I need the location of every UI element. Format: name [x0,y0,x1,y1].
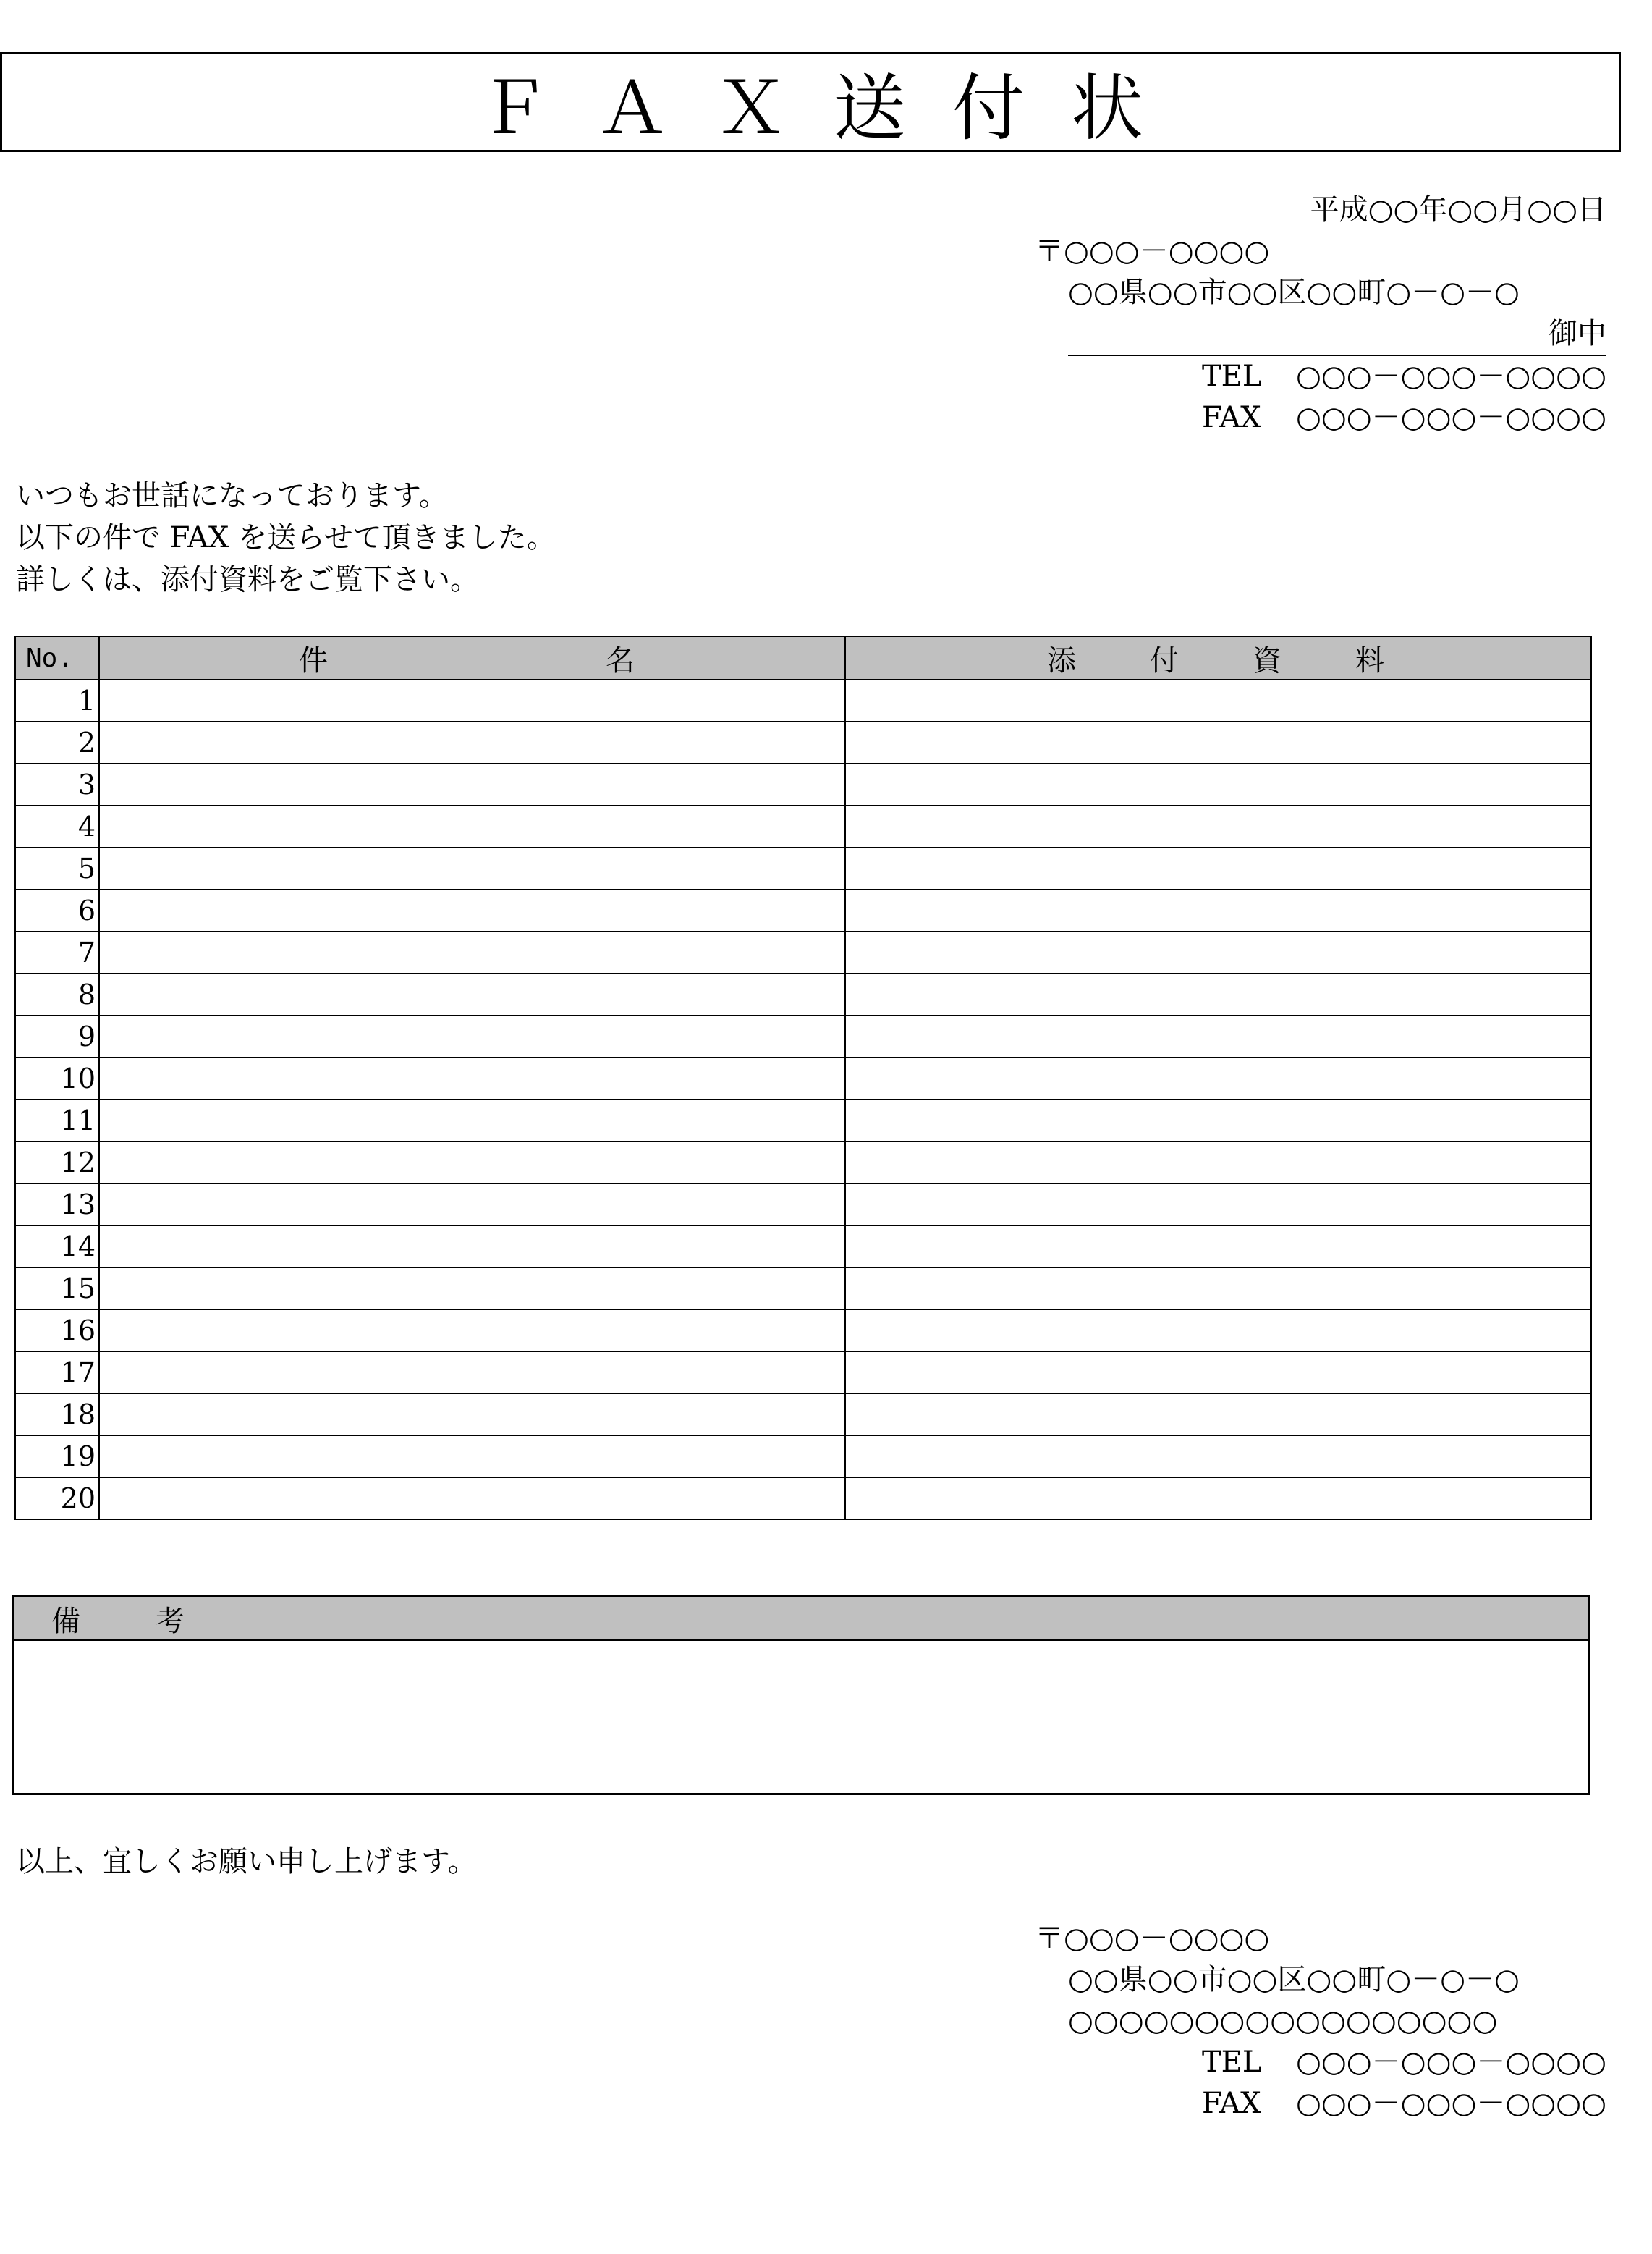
table-row [15,974,1591,1016]
table-row [15,1225,1591,1267]
table-row [15,1058,1591,1099]
table-row [15,764,1591,806]
attachment-cell[interactable] [845,1016,1591,1058]
header-no: No. [15,636,99,680]
greeting-line: いつもお世話になっております。 [16,479,448,512]
row-number: 15 [15,1267,99,1309]
attachment-cell[interactable] [845,764,1591,806]
row-number: 5 [15,848,99,890]
sender-tel-row [1035,2042,1606,2083]
attachment-cell[interactable] [845,1477,1591,1519]
table-row [15,1309,1591,1351]
remarks-header [14,1597,1588,1641]
table-row [15,1393,1591,1435]
document-title: ＦＡＸ送付状 [478,66,1190,151]
subject-cell[interactable] [99,1477,845,1519]
sender-block [1035,1918,1606,2124]
remarks-content-area[interactable] [14,1641,1588,1793]
attachment-cell[interactable] [845,1183,1591,1225]
table-row [15,1435,1591,1477]
recipient-tel-label: TEL [1201,360,1262,393]
attachment-cell[interactable] [845,1141,1591,1183]
remarks-box [12,1595,1590,1795]
row-number: 7 [15,932,99,974]
row-number: 8 [15,974,99,1016]
header-attachment-char: 資 [1253,643,1282,678]
attachment-cell[interactable] [845,1435,1591,1477]
attachment-cell[interactable] [845,680,1591,722]
subject-cell[interactable] [99,1225,845,1267]
sender-fax-row [1035,2083,1606,2124]
subject-cell[interactable] [99,1309,845,1351]
table-header-row [15,636,1591,680]
sender-name: ○○○○○○○○○○○○○○○○○ [1068,2004,1498,2038]
subject-cell[interactable] [99,680,845,722]
recipient-tel-row [1035,356,1606,397]
table-row [15,1099,1591,1141]
subject-cell[interactable] [99,1435,845,1477]
table-row [15,806,1591,848]
header-attachment-char: 添 [1047,643,1076,678]
row-number: 1 [15,680,99,722]
subject-cell[interactable] [99,1099,845,1141]
table-row [15,932,1591,974]
row-number: 16 [15,1309,99,1351]
recipient-fax-row [1035,397,1606,439]
sender-postal-code: 〒○○○－○○○○ [1035,1922,1270,1955]
greeting-text [16,475,556,601]
table-row [15,890,1591,932]
recipient-honorific: 御中 [1068,313,1606,356]
subject-cell[interactable] [99,848,845,890]
subject-cell[interactable] [99,932,845,974]
header-subject [99,636,845,680]
attachment-cell[interactable] [845,1225,1591,1267]
sender-tel-number: ○○○－○○○－○○○○ [1295,2046,1606,2079]
greeting-line: 詳しくは、添付資料をご覧下さい。 [16,563,479,596]
attachment-cell[interactable] [845,1267,1591,1309]
document-list-table [14,636,1592,1520]
attachment-cell[interactable] [845,1099,1591,1141]
row-number: 3 [15,764,99,806]
sender-fax-label: FAX [1201,2087,1261,2120]
attachment-cell[interactable] [845,722,1591,764]
table-body [15,680,1591,1519]
header-subject-char: 件 [299,643,328,678]
row-number: 17 [15,1351,99,1393]
recipient-tel-number: ○○○－○○○－○○○○ [1295,360,1606,393]
row-number: 4 [15,806,99,848]
attachment-cell[interactable] [845,932,1591,974]
header-attachment-char: 付 [1150,643,1179,678]
recipient-fax-number: ○○○－○○○－○○○○ [1295,401,1606,434]
header-attachment [845,636,1591,680]
subject-cell[interactable] [99,1058,845,1099]
table-row [15,1267,1591,1309]
attachment-cell[interactable] [845,890,1591,932]
row-number: 20 [15,1477,99,1519]
table-row [15,1477,1591,1519]
subject-cell[interactable] [99,1351,845,1393]
subject-cell[interactable] [99,1183,845,1225]
attachment-cell[interactable] [845,806,1591,848]
row-number: 2 [15,722,99,764]
recipient-block [1035,190,1606,439]
subject-cell[interactable] [99,806,845,848]
table-row [15,680,1591,722]
table-row [15,848,1591,890]
table-row [15,1141,1591,1183]
attachment-cell[interactable] [845,1309,1591,1351]
attachment-cell[interactable] [845,1058,1591,1099]
send-date: 平成○○年○○月○○日 [1310,193,1606,227]
table-row [15,1016,1591,1058]
recipient-postal-code: 〒○○○－○○○○ [1035,235,1270,268]
row-number: 13 [15,1183,99,1225]
subject-cell[interactable] [99,890,845,932]
header-subject-char: 名 [606,643,635,678]
table-row [15,1183,1591,1225]
table-row [15,722,1591,764]
row-number: 19 [15,1435,99,1477]
row-number: 14 [15,1225,99,1267]
subject-cell[interactable] [99,722,845,764]
row-number: 12 [15,1141,99,1183]
table-row [15,1351,1591,1393]
recipient-fax-label: FAX [1201,401,1261,434]
row-number: 6 [15,890,99,932]
subject-cell[interactable] [99,974,845,1016]
remarks-label: 備考 [51,1604,260,1638]
attachment-cell[interactable] [845,848,1591,890]
document-title-box [0,52,1621,152]
recipient-address: ○○県○○市○○区○○町○－○－○ [1068,276,1520,309]
sender-tel-label: TEL [1201,2046,1262,2079]
closing-text: 以上、宜しくお願い申し上げます。 [16,1845,477,1878]
row-number: 18 [15,1393,99,1435]
greeting-line: 以下の件で FAX を送らせて頂きました。 [16,521,556,554]
subject-cell[interactable] [99,1141,845,1183]
subject-cell[interactable] [99,1016,845,1058]
sender-fax-number: ○○○－○○○－○○○○ [1295,2087,1606,2120]
subject-cell[interactable] [99,1267,845,1309]
attachment-cell[interactable] [845,974,1591,1016]
row-number: 11 [15,1099,99,1141]
attachment-cell[interactable] [845,1393,1591,1435]
attachment-cell[interactable] [845,1351,1591,1393]
sender-address: ○○県○○市○○区○○町○－○－○ [1068,1963,1520,1996]
subject-cell[interactable] [99,1393,845,1435]
row-number: 10 [15,1058,99,1099]
header-attachment-char: 料 [1355,643,1384,678]
row-number: 9 [15,1016,99,1058]
subject-cell[interactable] [99,764,845,806]
